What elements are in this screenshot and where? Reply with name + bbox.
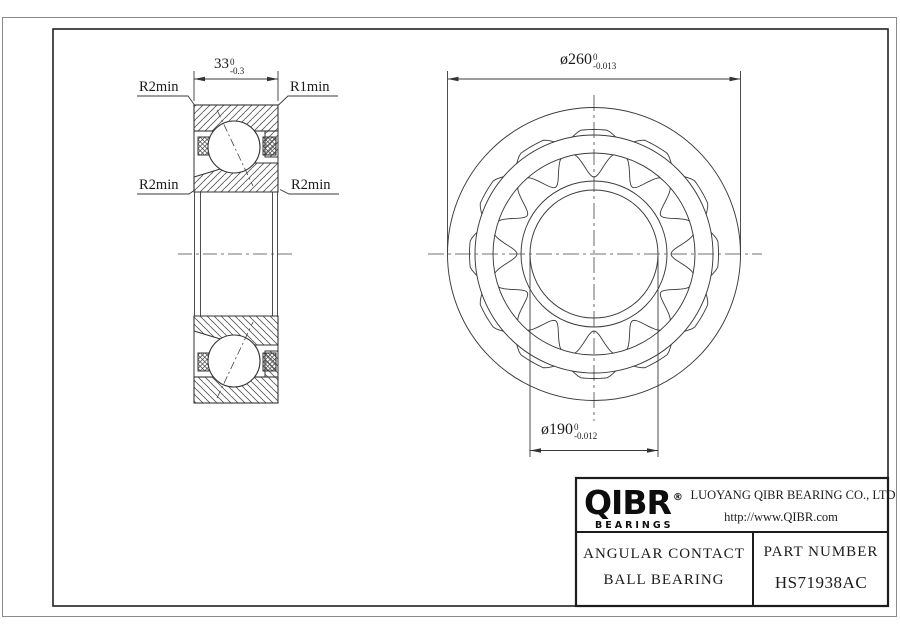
company-website: http://www.QIBR.com <box>724 510 838 524</box>
registered-trademark-icon: ® <box>672 492 682 503</box>
company-logo <box>584 483 704 531</box>
dimension-bore-tolerance: 0 -0.012 <box>574 422 598 441</box>
dimension-width-tolerance: 0 -0.3 <box>230 57 245 76</box>
brand-logo-text: QIBR ® <box>584 483 682 522</box>
front-view <box>194 71 762 457</box>
dimension-width-lines <box>194 71 278 101</box>
label-r2min-mid-left: R2min <box>139 177 179 193</box>
part-number-label: PART NUMBER <box>763 544 879 560</box>
part-number-value: HS71938AC <box>774 573 868 592</box>
brand-logo-subtext: BEARINGS <box>595 520 674 531</box>
product-name-line1: ANGULAR CONTACT <box>583 546 745 562</box>
company-name: LUOYANG QIBR BEARING CO., LTD <box>690 488 896 502</box>
dimension-bore-value: ø190 <box>541 421 573 438</box>
dimension-od-tolerance: 0 -0.013 <box>593 52 617 71</box>
section-view <box>137 71 339 403</box>
border-frame <box>3 18 897 617</box>
dimension-width-value: 33 <box>214 56 229 72</box>
dimension-bore-diameter <box>541 422 597 440</box>
label-r2min-mid-right: R2min <box>291 177 331 193</box>
label-r2min-top-left: R2min <box>139 79 179 95</box>
label-r1min-top-right: R1min <box>290 79 330 95</box>
dimension-width <box>214 57 244 75</box>
product-name-line2: BALL BEARING <box>603 572 725 588</box>
dimension-outer-diameter <box>560 52 616 70</box>
dimension-od-value: ø260 <box>560 51 592 68</box>
